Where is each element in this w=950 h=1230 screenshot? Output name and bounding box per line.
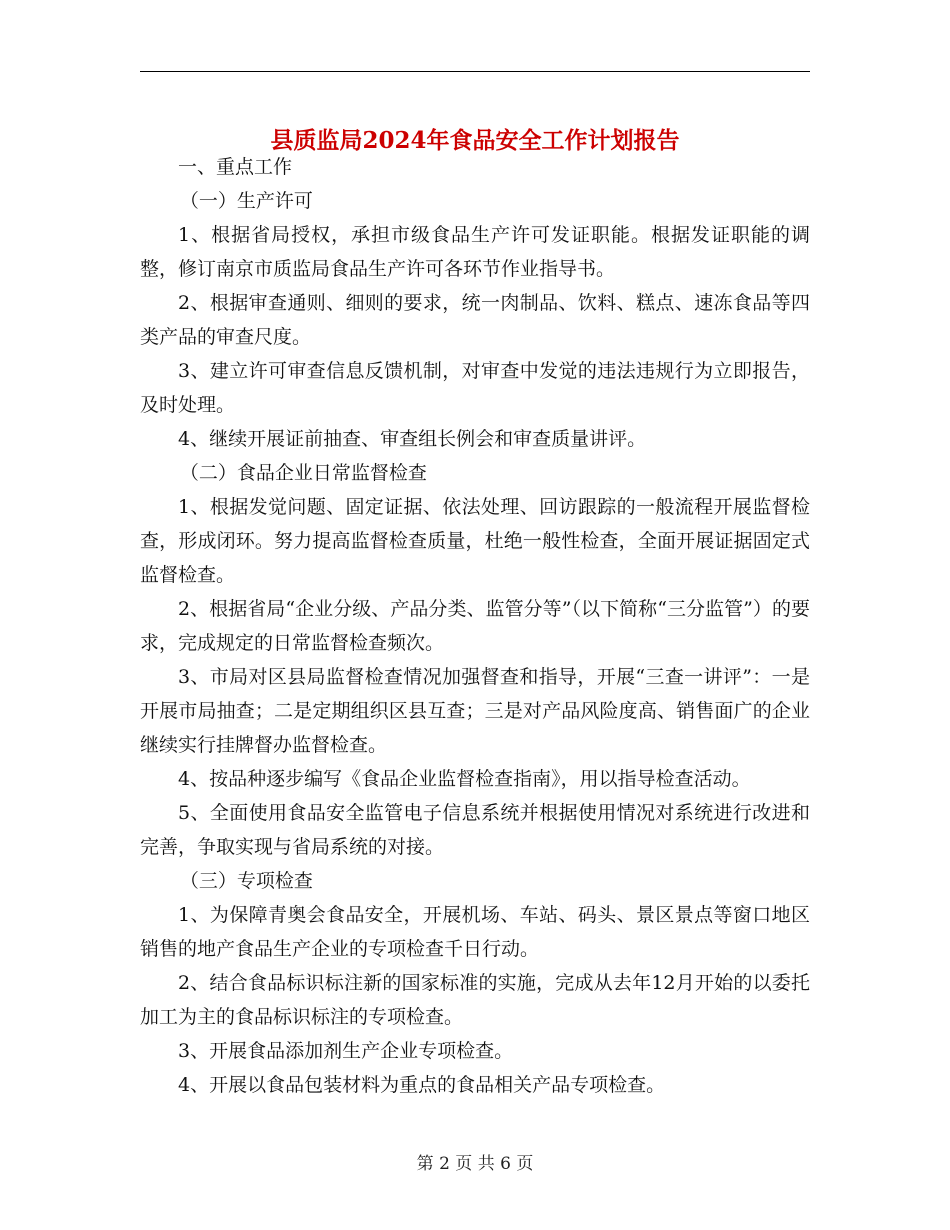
section-heading: 一、重点工作 bbox=[178, 156, 293, 178]
subsection-heading: （一）生产许可 bbox=[179, 190, 313, 212]
document-title: 县质监局2024年食品安全工作计划报告 bbox=[270, 127, 680, 155]
subsection-heading: （二）食品企业日常监督检查 bbox=[179, 462, 427, 484]
header-rule bbox=[140, 71, 810, 72]
paragraph: 5、全面使用食品安全监管电子信息系统并根据使用情况对系统进行改进和完善，争取实现与省局系统的对接。 bbox=[140, 802, 810, 858]
paragraph: 3、建立许可审查信息反馈机制，对审查中发觉的违法违规行为立即报告，及时处理。 bbox=[140, 360, 810, 416]
paragraph: 1、根据省局授权，承担市级食品生产许可发证职能。根据发证职能的调整，修订南京市质监局食品生产许可各环节作业指导书。 bbox=[140, 224, 810, 280]
paragraph: 2、根据省局“企业分级、产品分类、监管分等”（以下简称“三分监管”）的要求，完成规定的日常监督检查频次。 bbox=[140, 598, 810, 654]
paragraph: 2、结合食品标识标注新的国家标准的实施，完成从去年12月开始的以委托加工为主的食品标识标注的专项检查。 bbox=[140, 972, 810, 1028]
document-body bbox=[140, 150, 810, 1102]
paragraph: 3、市局对区县局监督检查情况加强督查和指导，开展“三查一讲评”：一是开展市局抽查；二是定期组织区县互查；三是对产品风险度高、销售面广的企业继续实行挂牌督办监督检查。 bbox=[140, 666, 810, 756]
paragraph: 1、根据发觉问题、固定证据、依法处理、回访跟踪的一般流程开展监督检查，形成闭环。努力提高监督检查质量，杜绝一般性检查，全面开展证据固定式监督检查。 bbox=[140, 496, 810, 586]
paragraph: 2、根据审查通则、细则的要求，统一肉制品、饮料、糕点、速冻食品等四类产品的审查尺度。 bbox=[140, 292, 810, 348]
paragraph: 4、继续开展证前抽查、审查组长例会和审查质量讲评。 bbox=[178, 428, 647, 450]
page-number-footer: 第 2 页 共 6 页 bbox=[416, 1154, 534, 1174]
paragraph: 4、开展以食品包装材料为重点的食品相关产品专项检查。 bbox=[178, 1074, 666, 1096]
paragraph: 3、开展食品添加剂生产企业专项检查。 bbox=[178, 1040, 514, 1062]
subsection-heading: （三）专项检查 bbox=[179, 870, 313, 892]
paragraph: 1、为保障青奥会食品安全，开展机场、车站、码头、景区景点等窗口地区销售的地产食品生产企业的专项检查千日行动。 bbox=[140, 904, 810, 960]
paragraph: 4、按品种逐步编写《食品企业监督检查指南》，用以指导检查活动。 bbox=[178, 768, 751, 790]
